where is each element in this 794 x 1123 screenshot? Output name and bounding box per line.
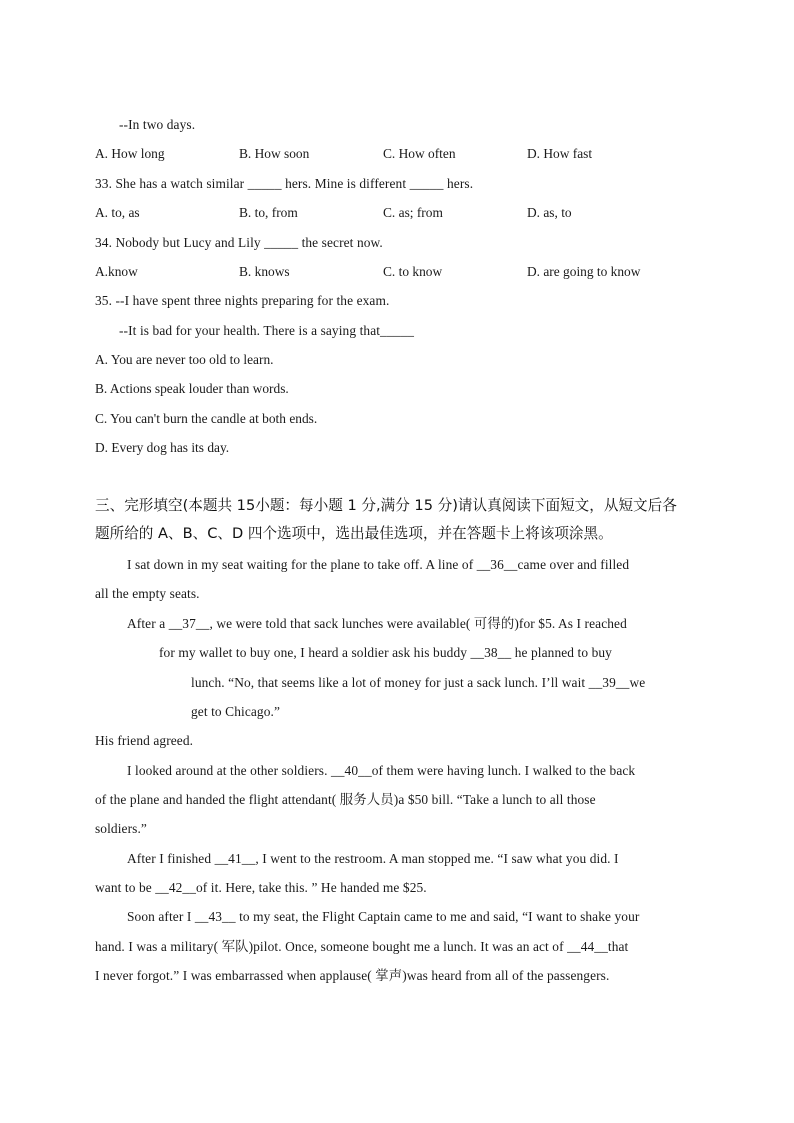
passage-line: I sat down in my seat waiting for the plane to take off. A line of __36__came over and filled — [127, 557, 630, 572]
passage-line: I looked around at the other soldiers. __40__of them were having lunch. I walked to the back — [127, 763, 636, 778]
passage-line: all the empty seats. — [95, 586, 200, 601]
passage-line: After a __37__, we were told that sack lunches were available( 可得的)for $5. As I reached — [127, 616, 627, 631]
q32-option-c: C. How often — [383, 146, 456, 161]
passage-line: for my wallet to buy one, I heard a soldier ask his buddy __38__ he planned to buy — [159, 645, 612, 660]
q33-option-d: D. as, to — [527, 205, 572, 220]
passage-line: want to be __42__of it. Here, take this. ” He handed me $25. — [95, 880, 427, 895]
q34-option-a: A.know — [95, 264, 138, 279]
q35-option-c: C. You can't burn the candle at both ends. — [95, 411, 318, 426]
q32-option-a: A. How long — [95, 146, 165, 161]
passage-line: After I finished __41__, I went to the restroom. A man stopped me. “I saw what you did. I — [127, 851, 619, 866]
q34-option-d: D. are going to know — [527, 264, 641, 279]
section-heading-line-1: 三、完形填空(本题共 15小题：每小题 1 分,满分 15 分)请认真阅读下面短文，从短文后各 — [95, 497, 677, 514]
q32-option-b: B. How soon — [239, 146, 310, 161]
section-heading-line-2: 题所给的 A、B、C、D 四个选项中，选出最佳选项，并在答题卡上将该项涂黑。 — [95, 525, 613, 542]
q35-stem: 35. --I have spent three nights preparing for the exam. — [95, 293, 390, 308]
q34-option-b: B. knows — [239, 264, 290, 279]
q33-option-c: C. as; from — [383, 205, 443, 220]
q34-stem: 34. Nobody but Lucy and Lily _____ the secret now. — [95, 235, 383, 250]
q35-option-a: A. You are never too old to learn. — [95, 352, 274, 367]
q33-option-b: B. to, from — [239, 205, 298, 220]
q35-option-b: B. Actions speak louder than words. — [95, 381, 289, 396]
q33-option-a: A. to, as — [95, 205, 140, 220]
q34-option-c: C. to know — [383, 264, 443, 279]
q35-option-d: D. Every dog has its day. — [95, 440, 230, 455]
passage-line: soldiers.” — [95, 821, 147, 836]
q32-answer-line: --In two days. — [119, 117, 196, 132]
passage-line: lunch. “No, that seems like a lot of money for just a sack lunch. I’ll wait __39__we — [191, 675, 646, 690]
passage-line: Soon after I __43__ to my seat, the Flight Captain came to me and said, “I want to shake your — [127, 909, 640, 924]
q32-option-d: D. How fast — [527, 146, 593, 161]
passage-line: His friend agreed. — [95, 733, 194, 748]
passage-line: I never forgot.” I was embarrassed when applause( 掌声)was heard from all of the passengers. — [95, 968, 610, 983]
passage-line: get to Chicago.” — [191, 704, 280, 719]
q33-stem: 33. She has a watch similar _____ hers. Mine is different _____ hers. — [95, 176, 474, 191]
q35-reply: --It is bad for your health. There is a saying that_____ — [119, 323, 415, 338]
passage-line: hand. I was a military( 军队)pilot. Once, someone bought me a lunch. It was an act of __44__that — [95, 939, 629, 954]
passage-line: of the plane and handed the flight attendant( 服务人员)a $50 bill. “Take a lunch to all those — [95, 792, 596, 807]
